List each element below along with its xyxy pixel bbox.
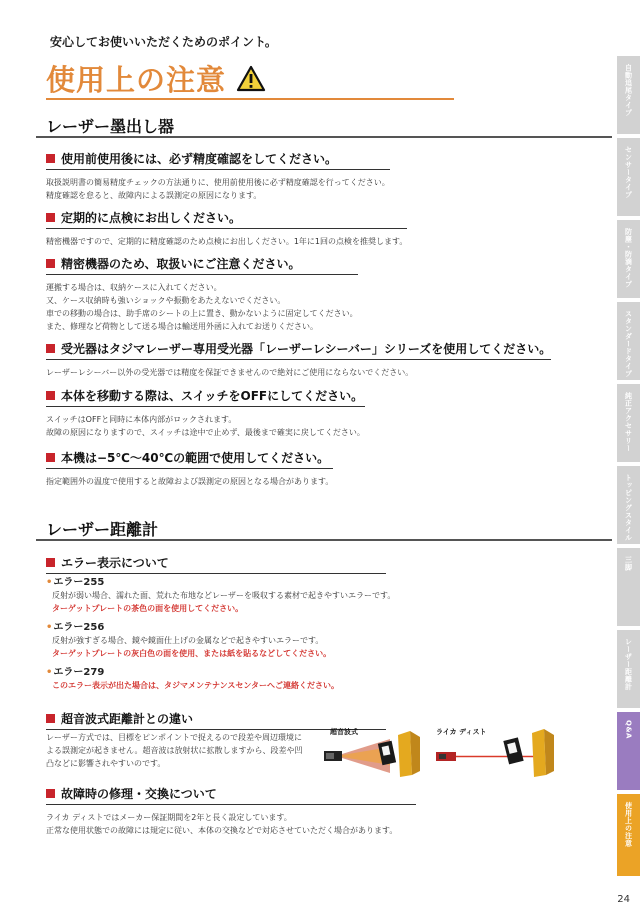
- notice-heading: [46, 340, 551, 360]
- notice-item: [46, 785, 416, 837]
- diagram-illustration: [320, 727, 575, 779]
- red-square-bullet-icon: [46, 259, 55, 268]
- notice-item: [46, 150, 390, 202]
- tab-dust-waterproof[interactable]: [617, 220, 640, 298]
- section-divider: [36, 136, 612, 138]
- notice-line: 精度確認を怠ると、故障内による誤測定の原因になります。: [46, 191, 262, 200]
- section-title-laser-rangefinder: レーザー距離計: [46, 520, 159, 539]
- notice-heading: [46, 785, 416, 805]
- notice-line: 故障の原因になりますので、スイッチは途中で止めず、最後まで確実に戻してください。: [46, 428, 365, 437]
- section-title-laser-marker: レーザー墨出し器: [46, 117, 175, 136]
- notice-heading-text: 使用前使用後には、必ず精度確認をしてください。: [61, 152, 338, 166]
- notice-heading-text: 受光器はタジマレーザー専用受光器「レーザーレシーバー」シリーズを使用してください。: [61, 342, 552, 356]
- error-description: 反射が弱い場合、濡れた面、荒れた布地などレーザーを吸収する素材で起きやすいエラーです。: [52, 591, 396, 600]
- error-entry: [46, 621, 331, 660]
- notice-heading: [46, 449, 333, 469]
- tab-label: 純正アクセサリー: [624, 392, 633, 452]
- comparison-text: [46, 731, 321, 770]
- red-square-bullet-icon: [46, 213, 55, 222]
- error-entry: [46, 666, 339, 692]
- notice-heading-text: 超音波式距離計との違い: [61, 712, 194, 726]
- error-entry: [46, 576, 395, 615]
- red-square-bullet-icon: [46, 344, 55, 353]
- dot-bullet-icon: •: [46, 667, 53, 678]
- notice-line: 又、ケース収納時も強いショックや振動をあたえないでください。: [46, 296, 286, 305]
- notice-heading: [46, 150, 390, 170]
- tab-label: 三脚: [624, 556, 633, 571]
- tab-qa[interactable]: [617, 712, 640, 790]
- notice-heading-text: 故障時の修理・交換について: [61, 787, 217, 801]
- comparison-line: レーザー方式では、目標をピンポイントで捉えるので段差や周辺環境に: [46, 733, 302, 742]
- notice-body: [46, 811, 416, 837]
- page-number: 24: [617, 894, 630, 905]
- notice-heading-text: エラー表示について: [61, 556, 169, 570]
- warning-icon: [236, 65, 266, 92]
- notice-line: 運搬する場合は、収納ケースに入れてください。: [46, 283, 222, 292]
- measurement-comparison-diagram: [320, 727, 575, 779]
- notice-heading: [46, 255, 358, 275]
- tab-label: トッピングスタイル: [624, 474, 633, 542]
- notice-item: [46, 209, 407, 248]
- notice-body: [46, 235, 407, 248]
- notice-heading: [46, 209, 407, 229]
- notice-heading-text: 本体を移動する際は、スイッチをOFFにしてください。: [61, 389, 364, 403]
- notice-item: [46, 255, 358, 333]
- notice-line: 取扱説明書の簡易精度チェックの方法通りに、使用前使用後に必ず精度確認を行ってください。: [46, 178, 390, 187]
- page-title-text: 使用上の注意: [46, 63, 227, 97]
- red-square-bullet-icon: [46, 391, 55, 400]
- section-divider: [36, 539, 612, 541]
- tab-label: センサータイプ: [624, 146, 633, 199]
- notice-line: ライカ ディストではメーカー保証期間を2年と長く設定しています。: [46, 813, 292, 822]
- error-title: エラー256: [53, 622, 105, 633]
- red-square-bullet-icon: [46, 558, 55, 567]
- tab-topping-style[interactable]: [617, 466, 640, 544]
- notice-line: スイッチはOFFと同時に本体内部がロックされます。: [46, 415, 237, 424]
- notice-body: [46, 281, 358, 333]
- dot-bullet-icon: •: [46, 577, 53, 588]
- notice-item: [46, 449, 333, 488]
- notice-item: [46, 387, 365, 439]
- notice-line: 指定範囲外の温度で使用すると故障および誤測定の原因となる場合があります。: [46, 477, 334, 486]
- leica-disto-label: ライカ ディスト: [436, 728, 487, 736]
- tab-label: 使用上の注意: [624, 802, 633, 847]
- notice-body: [46, 366, 551, 379]
- notice-item: [46, 340, 551, 379]
- error-remedy: このエラー表示が出た場合は、タジマメンテナンスセンターへご連絡ください。: [52, 681, 340, 690]
- tab-label: 防塵・防滴タイプ: [624, 228, 633, 288]
- notice-body: [46, 176, 390, 202]
- red-square-bullet-icon: [46, 789, 55, 798]
- notice-heading-text: 本機は−5℃〜40℃の範囲で使用してください。: [61, 451, 330, 465]
- comparison-line: よる誤測定が起きません。超音波は放射状に拡散しますから、段差や凹: [46, 746, 303, 755]
- tab-tripod[interactable]: [617, 548, 640, 626]
- tab-laser-rangefinder[interactable]: [617, 630, 640, 708]
- error-title: エラー279: [53, 667, 105, 678]
- tab-sensor[interactable]: [617, 138, 640, 216]
- error-remedy: ターゲットプレートの灰白色の面を使用、または紙を貼るなどしてください。: [52, 649, 332, 658]
- page-title: [46, 58, 266, 99]
- dot-bullet-icon: •: [46, 622, 53, 633]
- tab-label: 自動追尾タイプ: [624, 64, 633, 117]
- notice-line: レーザーレシーバー以外の受光器では精度を保証できませんので絶対にご使用にならないでください。: [46, 368, 414, 377]
- notice-heading-text: 定期的に点検にお出しください。: [61, 211, 242, 225]
- red-square-bullet-icon: [46, 453, 55, 462]
- red-square-bullet-icon: [46, 714, 55, 723]
- ultrasonic-label: 超音波式: [330, 728, 358, 736]
- notice-item: [46, 554, 386, 574]
- notice-line: 精密機器ですので、定期的に精度確認のため点検にお出しください。1年に1回の点検を推奨します。: [46, 237, 408, 246]
- error-remedy: ターゲットプレートの茶色の面を使用してください。: [52, 604, 244, 613]
- tab-accessories[interactable]: [617, 384, 640, 462]
- tab-usage-notes[interactable]: [617, 794, 640, 876]
- notice-heading: [46, 387, 365, 407]
- notice-line: また、修理など荷物として送る場合は輸送用外函に入れてお送りください。: [46, 322, 318, 331]
- tab-auto-tracking[interactable]: [617, 56, 640, 134]
- notice-heading-text: 精密機器のため、取扱いにご注意ください。: [61, 257, 301, 271]
- notice-line: 正常な使用状態での故障には規定に従い、本体の交換などで対応させていただく場合があります。: [46, 826, 398, 835]
- title-rule: [46, 98, 454, 100]
- header-note: 安心してお使いいただくためのポイント。: [50, 35, 277, 49]
- tab-standard[interactable]: [617, 302, 640, 380]
- error-title: エラー255: [53, 577, 105, 588]
- notice-body: [46, 413, 365, 439]
- notice-body: [46, 475, 333, 488]
- notice-line: 車での移動の場合は、助手席のシートの上に置き、動かないように固定してください。: [46, 309, 358, 318]
- red-square-bullet-icon: [46, 154, 55, 163]
- error-description: 反射が強すぎる場合、鏡や鏡面仕上げの金属などで起きやすいエラーです。: [52, 636, 324, 645]
- tab-label: スタンダードタイプ: [624, 310, 633, 378]
- tab-label: レーザー距離計: [624, 638, 633, 691]
- comparison-line: 凸などに影響されやすいのです。: [46, 759, 166, 768]
- tab-label: Q&A: [624, 720, 633, 739]
- notice-heading: [46, 554, 386, 574]
